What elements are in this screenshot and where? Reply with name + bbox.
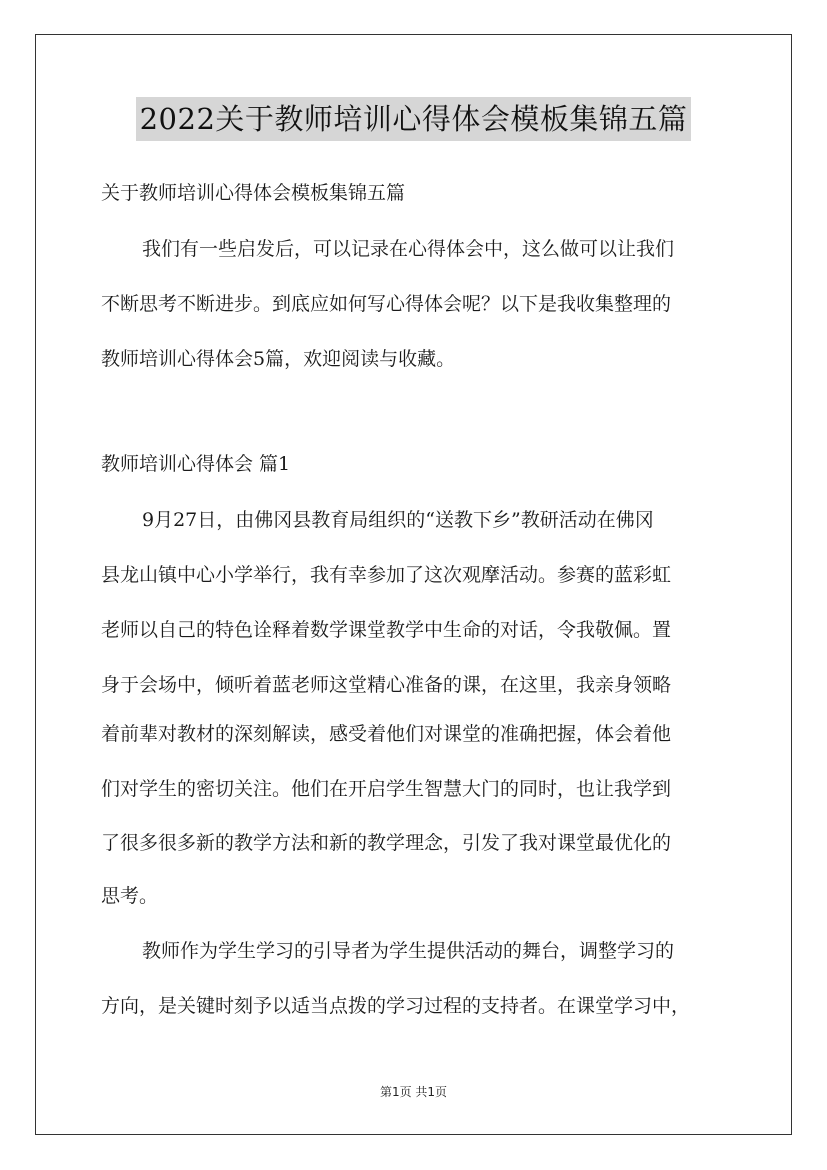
intro-paragraph-line: 教师培训心得体会5篇，欢迎阅读与收藏。: [101, 348, 456, 370]
body-paragraph-line: 方向，是关键时刻予以适当点拨的学习过程的支持者。在课堂学习中，: [101, 995, 691, 1017]
page-footer: 第1页 共1页: [379, 1085, 448, 1099]
document-subtitle: 关于教师培训心得体会模板集锦五篇: [101, 182, 406, 204]
body-paragraph-line: 教师作为学生学习的引导者为学生提供活动的舞台，调整学习的: [142, 940, 675, 962]
intro-paragraph-line: 不断思考不断进步。到底应如何写心得体会呢？以下是我收集整理的: [101, 293, 672, 315]
body-paragraph-line: 思考。: [101, 885, 159, 907]
body-paragraph-line: 县龙山镇中心小学举行，我有幸参加了这次观摩活动。参赛的蓝彩虹: [101, 564, 672, 586]
body-paragraph-line: 身于会场中，倾听着蓝老师这堂精心准备的课，在这里，我亲身领略: [101, 674, 672, 696]
body-paragraph-line: 了很多很多新的教学方法和新的教学理念，引发了我对课堂最优化的: [101, 832, 672, 854]
intro-paragraph-line: 我们有一些启发后，可以记录在心得体会中，这么做可以让我们: [142, 238, 675, 260]
title-container: [0, 97, 827, 141]
document-title: 2022关于教师培训心得体会模板集锦五篇: [136, 97, 692, 141]
section-heading: 教师培训心得体会 篇1: [101, 453, 291, 475]
body-paragraph-line: 们对学生的密切关注。他们在开启学生智慧大门的同时，也让我学到: [101, 778, 672, 800]
body-paragraph-line: 着前辈对教材的深刻解读，感受着他们对课堂的准确把握，体会着他: [101, 723, 672, 745]
body-paragraph-line: 9月27日，由佛冈县教育局组织的“送教下乡”教研活动在佛冈: [142, 509, 654, 531]
body-paragraph-line: 老师以自己的特色诠释着数学课堂教学中生命的对话，令我敬佩。置: [101, 619, 672, 641]
